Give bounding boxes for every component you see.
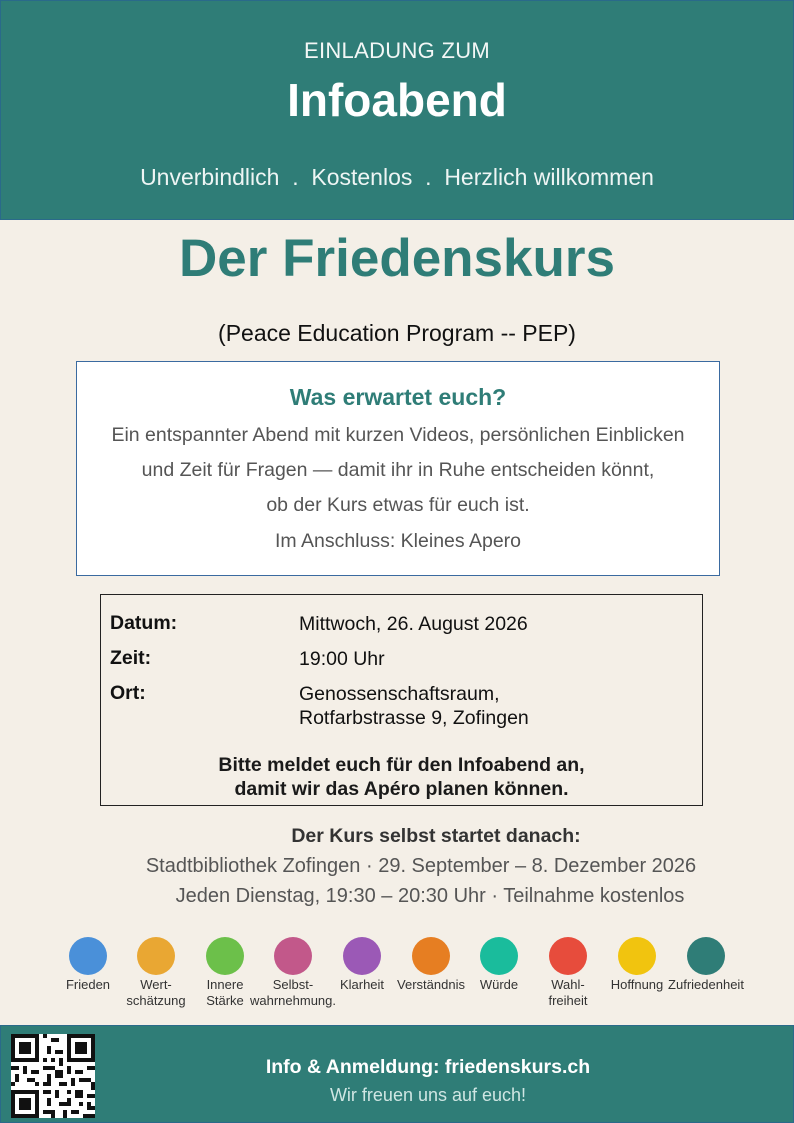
expectations-line: ob der Kurs etwas für euch ist. (266, 494, 530, 516)
place-line-2: Rotfarbstrasse 9, Zofingen (299, 707, 529, 729)
footer-thanks: Wir freuen uns auf euch! (329, 1085, 527, 1105)
value-label-line-2: wahrnehmung. (250, 993, 336, 1008)
page-title: Der Friedenskurs (179, 229, 615, 288)
value-label: Zufriedenheit (668, 977, 744, 992)
registration-note (101, 753, 702, 801)
course-location-dates: Stadtbibliothek Zofingen · 29. September – 8. Dezember 2026 (145, 855, 697, 877)
value-label: Wert- (140, 977, 172, 992)
registration-note-line-2: damit wir das Apéro planen können. (234, 778, 569, 800)
value-label: Innere (206, 977, 244, 992)
value-label: Selbst- (272, 977, 314, 992)
date-label: Datum: (110, 612, 178, 634)
course-schedule: Jeden Dienstag, 19:30 – 20:30 Uhr · Teilnahme kostenlos (175, 885, 685, 907)
time-label: Zeit: (110, 647, 152, 669)
value-label-line-2: Stärke (206, 993, 244, 1008)
value-label: Hoffnung (610, 977, 664, 992)
event-details-box (100, 594, 703, 806)
expectations-line: und Zeit für Fragen — damit ihr in Ruhe entscheiden könnt, (141, 459, 655, 481)
value-label-line-2: freiheit (548, 993, 588, 1008)
expectations-box (76, 361, 720, 576)
value-label: Frieden (65, 977, 111, 992)
value-dot-icon (412, 937, 450, 975)
footer-banner (0, 1025, 794, 1123)
value-label: Verständnis (397, 977, 465, 992)
date-value: Mittwoch, 26. August 2026 (299, 613, 528, 635)
value-dot-icon (480, 937, 518, 975)
header-title: Infoabend (287, 74, 507, 126)
time-value: 19:00 Uhr (299, 648, 385, 670)
footer-info: Info & Anmeldung: friedenskurs.ch (265, 1056, 591, 1078)
course-heading: Der Kurs selbst startet danach: (291, 825, 581, 847)
value-dot-icon (343, 937, 381, 975)
place-label: Ort: (110, 682, 146, 704)
value-label: Würde (479, 977, 519, 992)
value-dot-icon (206, 937, 244, 975)
value-label: Wahl- (551, 977, 585, 992)
value-dot-icon (137, 937, 175, 975)
value-item (661, 937, 751, 993)
value-dot-icon (618, 937, 656, 975)
value-dot-icon (274, 937, 312, 975)
header-tagline: Unverbindlich . Kostenlos . Herzlich willkommen (140, 164, 654, 190)
header-banner (0, 0, 794, 220)
value-label-line-2: schätzung (126, 993, 186, 1008)
registration-note-line-1: Bitte meldet euch für den Infoabend an, (218, 754, 585, 776)
value-dot-icon (687, 937, 725, 975)
page-subtitle: (Peace Education Program -- PEP) (218, 320, 576, 346)
expectations-heading: Was erwartet euch? (289, 384, 507, 410)
expectations-line: Im Anschluss: Kleines Apero (274, 530, 522, 552)
header-pre-title: EINLADUNG ZUM (303, 38, 491, 63)
expectations-line: Ein entspannter Abend mit kurzen Videos, persönlichen Einblicken (111, 424, 685, 446)
value-dot-icon (549, 937, 587, 975)
value-dot-icon (69, 937, 107, 975)
place-line-1: Genossenschaftsraum, (299, 683, 500, 705)
value-label: Klarheit (339, 977, 385, 992)
